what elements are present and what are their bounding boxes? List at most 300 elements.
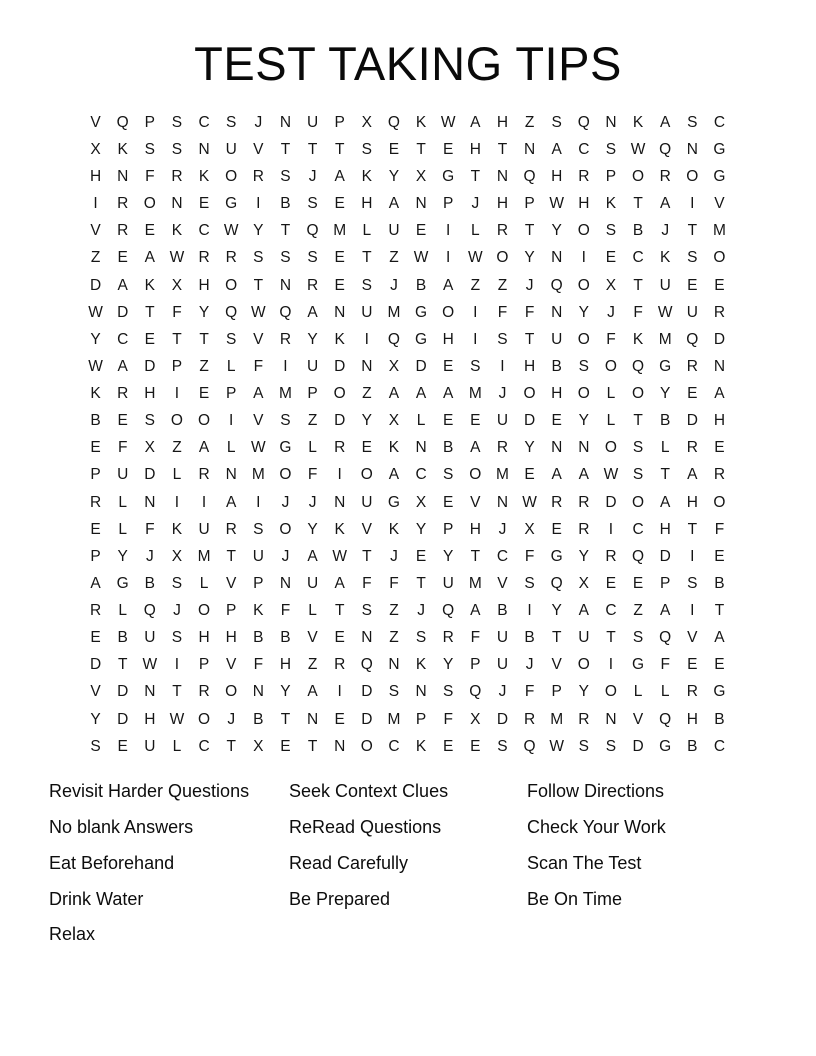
grid-letter-r3-c16: N bbox=[496, 168, 509, 186]
grid-letter-r3-c15: T bbox=[470, 168, 481, 186]
grid-letter-r8-c2: D bbox=[117, 303, 129, 321]
grid-letter-r11-c20: L bbox=[606, 385, 616, 403]
grid-letter-r18-c24: B bbox=[714, 574, 725, 592]
grid-letter-r16-c22: H bbox=[659, 520, 671, 538]
grid-letter-r15-c10: N bbox=[334, 493, 346, 511]
grid-letter-r10-c22: G bbox=[659, 357, 672, 375]
grid-letter-r18-c10: A bbox=[334, 574, 345, 592]
grid-letter-r20-c7: B bbox=[253, 629, 264, 647]
grid-letter-r10-c13: D bbox=[415, 357, 427, 375]
grid-letter-r1-c18: S bbox=[551, 113, 562, 131]
grid-letter-r16-c15: H bbox=[469, 520, 481, 538]
grid-letter-r4-c8: B bbox=[280, 195, 291, 213]
grid-letter-r24-c13: K bbox=[415, 737, 427, 755]
grid-letter-r11-c24: A bbox=[714, 385, 725, 403]
grid-letter-r23-c22: Q bbox=[659, 710, 672, 728]
grid-letter-r12-c12: X bbox=[388, 412, 400, 430]
grid-letter-r10-c16: I bbox=[500, 357, 505, 375]
grid-letter-r11-c8: M bbox=[278, 385, 292, 403]
grid-letter-r6-c10: E bbox=[334, 249, 345, 267]
grid-letter-r9-c10: K bbox=[334, 330, 345, 348]
grid-letter-r14-c7: M bbox=[251, 466, 265, 484]
grid-letter-r5-c3: E bbox=[144, 222, 155, 240]
grid-letter-r20-c11: N bbox=[361, 629, 373, 647]
grid-letter-r2-c5: N bbox=[198, 140, 210, 158]
grid-letter-r17-c3: J bbox=[145, 547, 154, 565]
grid-letter-r6-c23: S bbox=[687, 249, 698, 267]
grid-letter-r7-c12: J bbox=[390, 276, 398, 294]
grid-letter-r3-c10: A bbox=[334, 168, 345, 186]
grid-letter-r20-c6: H bbox=[225, 629, 237, 647]
grid-letter-r21-c24: E bbox=[714, 656, 725, 674]
grid-letter-r20-c24: A bbox=[714, 629, 725, 647]
grid-letter-r17-c24: E bbox=[714, 547, 725, 565]
grid-letter-r17-c23: I bbox=[690, 547, 695, 565]
grid-letter-r22-c19: Y bbox=[578, 683, 589, 701]
grid-letter-r18-c19: X bbox=[578, 574, 589, 592]
grid-letter-r7-c10: E bbox=[334, 276, 345, 294]
grid-letter-r16-c10: K bbox=[334, 520, 345, 538]
grid-letter-r4-c15: J bbox=[471, 195, 480, 213]
grid-letter-r14-c22: T bbox=[660, 466, 670, 484]
grid-letter-r9-c15: I bbox=[473, 330, 478, 348]
grid-letter-r24-c10: N bbox=[334, 737, 346, 755]
grid-letter-r5-c15: L bbox=[471, 222, 480, 240]
grid-letter-r6-c5: R bbox=[198, 249, 210, 267]
grid-letter-r2-c7: V bbox=[253, 140, 264, 158]
grid-letter-r21-c4: I bbox=[174, 656, 180, 674]
grid-letter-r11-c7: A bbox=[253, 385, 264, 403]
grid-letter-r12-c13: L bbox=[416, 412, 426, 430]
grid-letter-r17-c21: Q bbox=[632, 547, 645, 565]
grid-letter-r24-c6: T bbox=[226, 737, 236, 755]
grid-letter-r2-c10: T bbox=[334, 140, 345, 158]
grid-letter-r5-c2: R bbox=[117, 222, 129, 240]
grid-letter-r3-c21: O bbox=[632, 168, 645, 186]
grid-letter-r13-c11: E bbox=[361, 439, 372, 457]
grid-letter-r20-c17: B bbox=[524, 629, 535, 647]
grid-letter-r8-c11: U bbox=[361, 303, 373, 321]
grid-letter-r14-c10: I bbox=[337, 466, 342, 484]
grid-letter-r11-c19: O bbox=[577, 385, 590, 403]
grid-letter-r21-c21: G bbox=[632, 656, 645, 674]
grid-letter-r6-c20: E bbox=[605, 249, 617, 267]
grid-letter-r17-c15: T bbox=[470, 547, 481, 565]
grid-letter-r23-c4: W bbox=[169, 710, 185, 728]
grid-letter-r23-c20: N bbox=[605, 710, 617, 728]
grid-letter-r18-c7: P bbox=[253, 574, 264, 592]
grid-letter-r1-c12: Q bbox=[387, 113, 400, 131]
grid-letter-r23-c8: T bbox=[280, 710, 291, 728]
grid-letter-r5-c8: T bbox=[280, 222, 291, 240]
grid-letter-r1-c19: Q bbox=[577, 113, 590, 131]
grid-letter-r4-c12: A bbox=[388, 195, 400, 213]
word-list-item: Be Prepared bbox=[289, 888, 391, 909]
grid-letter-r24-c9: T bbox=[307, 737, 318, 755]
grid-letter-r8-c13: G bbox=[415, 303, 428, 321]
word-list-item: Drink Water bbox=[49, 888, 144, 909]
grid-letter-r12-c5: O bbox=[198, 412, 211, 430]
grid-letter-r16-c14: P bbox=[443, 520, 454, 538]
grid-letter-r13-c18: N bbox=[551, 439, 563, 457]
grid-letter-r3-c1: H bbox=[89, 168, 102, 186]
grid-letter-r7-c20: X bbox=[605, 276, 617, 294]
grid-letter-r8-c17: F bbox=[524, 303, 535, 321]
grid-letter-r1-c11: X bbox=[361, 113, 372, 131]
grid-letter-r8-c14: O bbox=[442, 303, 455, 321]
grid-letter-r24-c3: U bbox=[144, 737, 156, 755]
grid-letter-r16-c9: Y bbox=[307, 520, 318, 538]
grid-letter-r20-c3: U bbox=[144, 629, 156, 647]
grid-letter-r19-c24: T bbox=[714, 602, 725, 620]
grid-letter-r11-c23: E bbox=[687, 385, 698, 403]
word-list-item: Follow Directions bbox=[527, 781, 665, 802]
grid-letter-r20-c14: R bbox=[442, 629, 454, 647]
grid-letter-r16-c17: X bbox=[524, 520, 535, 538]
grid-letter-r6-c17: Y bbox=[524, 249, 535, 267]
grid-letter-r20-c4: S bbox=[171, 629, 183, 647]
grid-letter-r19-c13: J bbox=[417, 602, 425, 620]
grid-letter-r19-c20: C bbox=[605, 602, 617, 620]
grid-letter-r4-c21: T bbox=[633, 195, 643, 213]
grid-letter-r19-c1: R bbox=[89, 602, 102, 620]
grid-letter-r10-c9: U bbox=[306, 357, 319, 375]
grid-letter-r9-c22: M bbox=[658, 330, 672, 348]
word-list-item: Revisit Harder Questions bbox=[49, 781, 250, 802]
grid-letter-r9-c5: T bbox=[199, 330, 209, 348]
grid-letter-r5-c7: Y bbox=[253, 222, 264, 240]
grid-letter-r23-c24: B bbox=[714, 710, 725, 728]
grid-letter-r22-c14: S bbox=[443, 683, 454, 701]
grid-letter-r13-c23: R bbox=[686, 439, 698, 457]
page-title: TEST TAKING TIPS bbox=[194, 37, 622, 90]
grid-letter-r15-c13: X bbox=[415, 493, 427, 511]
grid-letter-r2-c19: C bbox=[578, 140, 590, 158]
grid-letter-r5-c9: Q bbox=[306, 222, 319, 240]
grid-letter-r22-c20: O bbox=[604, 683, 617, 701]
grid-letter-r9-c6: S bbox=[226, 330, 237, 348]
grid-letter-r22-c7: N bbox=[252, 683, 264, 701]
grid-letter-r6-c16: O bbox=[496, 249, 509, 267]
grid-letter-r23-c5: O bbox=[198, 710, 211, 728]
grid-letter-r19-c21: Z bbox=[633, 602, 643, 620]
grid-letter-r5-c22: J bbox=[661, 222, 670, 240]
grid-letter-r3-c7: R bbox=[252, 168, 264, 186]
grid-letter-r22-c12: S bbox=[388, 683, 400, 701]
grid-letter-r7-c24: E bbox=[714, 276, 725, 294]
grid-letter-r21-c3: W bbox=[142, 656, 158, 674]
grid-letter-r24-c2: E bbox=[117, 737, 128, 755]
word-search-grid bbox=[82, 109, 733, 760]
grid-letter-r13-c1: E bbox=[90, 439, 101, 457]
grid-letter-r15-c9: J bbox=[308, 493, 317, 511]
grid-letter-r14-c3: D bbox=[144, 466, 156, 484]
grid-letter-r24-c19: S bbox=[578, 737, 589, 755]
grid-letter-r24-c15: E bbox=[470, 737, 481, 755]
word-list-item: Relax bbox=[49, 924, 96, 945]
grid-letter-r12-c1: B bbox=[90, 412, 101, 430]
grid-letter-r7-c1: D bbox=[89, 276, 102, 294]
grid-letter-r23-c21: V bbox=[632, 710, 644, 728]
grid-letter-r18-c9: U bbox=[306, 574, 319, 592]
grid-letter-r13-c10: R bbox=[334, 439, 346, 457]
grid-letter-r13-c12: K bbox=[388, 439, 400, 457]
grid-letter-r1-c6: S bbox=[226, 113, 237, 131]
grid-letter-r3-c8: S bbox=[280, 168, 291, 186]
grid-letter-r21-c2: T bbox=[117, 656, 128, 674]
grid-letter-r1-c15: A bbox=[470, 113, 481, 131]
grid-letter-r19-c11: S bbox=[361, 602, 372, 620]
grid-letter-r17-c11: T bbox=[362, 547, 372, 565]
word-list-item: Scan The Test bbox=[527, 852, 642, 873]
grid-letter-r12-c3: S bbox=[144, 412, 155, 430]
grid-letter-r18-c18: Q bbox=[550, 574, 563, 592]
grid-letter-r15-c5: I bbox=[201, 493, 207, 511]
grid-letter-r12-c23: D bbox=[686, 412, 698, 430]
grid-letter-r3-c3: F bbox=[145, 168, 155, 186]
grid-letter-r11-c5: E bbox=[198, 385, 210, 403]
grid-letter-r15-c24: O bbox=[713, 493, 726, 511]
grid-letter-r20-c23: V bbox=[687, 629, 698, 647]
grid-letter-r4-c22: A bbox=[660, 195, 671, 213]
grid-letter-r13-c9: L bbox=[308, 439, 317, 457]
grid-letter-r1-c4: S bbox=[171, 113, 183, 131]
grid-letter-r8-c3: T bbox=[145, 303, 155, 321]
grid-letter-r6-c19: I bbox=[581, 249, 586, 267]
grid-letter-r21-c18: V bbox=[551, 656, 562, 674]
grid-letter-r14-c9: F bbox=[307, 466, 318, 484]
grid-letter-r10-c18: B bbox=[551, 357, 562, 375]
grid-letter-r17-c5: M bbox=[197, 547, 211, 565]
grid-letter-r13-c17: Y bbox=[524, 439, 535, 457]
grid-letter-r15-c23: H bbox=[686, 493, 698, 511]
grid-letter-r15-c21: O bbox=[632, 493, 645, 511]
grid-letter-r1-c24: C bbox=[713, 113, 726, 131]
grid-letter-r18-c15: M bbox=[468, 574, 482, 592]
grid-letter-r23-c2: D bbox=[117, 710, 129, 728]
grid-letter-r6-c15: W bbox=[467, 249, 483, 267]
grid-letter-r2-c20: S bbox=[605, 140, 617, 158]
grid-letter-r4-c24: V bbox=[714, 195, 725, 213]
grid-letter-r3-c5: K bbox=[198, 168, 210, 186]
grid-letter-r2-c13: T bbox=[416, 140, 426, 158]
grid-letter-r8-c10: N bbox=[334, 303, 346, 321]
word-list-column-1 bbox=[49, 774, 249, 953]
grid-letter-r9-c8: R bbox=[279, 330, 292, 348]
grid-letter-r17-c1: P bbox=[90, 547, 101, 565]
grid-letter-r5-c23: T bbox=[687, 222, 698, 240]
grid-letter-r11-c11: Z bbox=[362, 385, 372, 403]
grid-letter-r20-c9: V bbox=[307, 629, 318, 647]
grid-letter-r19-c18: Y bbox=[551, 602, 562, 620]
grid-letter-r10-c4: P bbox=[171, 357, 183, 375]
grid-letter-r14-c5: R bbox=[198, 466, 210, 484]
grid-letter-r11-c16: J bbox=[498, 385, 507, 403]
grid-letter-r22-c3: N bbox=[144, 683, 156, 701]
grid-letter-r21-c16: U bbox=[496, 656, 509, 674]
grid-letter-r15-c15: V bbox=[470, 493, 481, 511]
grid-letter-r10-c19: S bbox=[578, 357, 589, 375]
grid-letter-r11-c22: Y bbox=[660, 385, 671, 403]
grid-letter-r1-c23: S bbox=[687, 113, 698, 131]
grid-letter-r7-c2: A bbox=[117, 276, 128, 294]
grid-letter-r11-c6: P bbox=[226, 385, 237, 403]
grid-letter-r7-c16: Z bbox=[497, 276, 508, 294]
grid-letter-r21-c9: Z bbox=[307, 656, 318, 674]
grid-letter-r2-c8: T bbox=[280, 140, 291, 158]
grid-letter-r16-c18: E bbox=[551, 520, 562, 538]
grid-letter-r16-c24: F bbox=[714, 520, 725, 538]
grid-letter-r14-c15: O bbox=[469, 466, 482, 484]
grid-letter-r7-c15: Z bbox=[470, 276, 481, 294]
grid-letter-r15-c2: L bbox=[118, 493, 127, 511]
grid-letter-r11-c13: A bbox=[415, 385, 427, 403]
grid-letter-r24-c5: C bbox=[198, 737, 210, 755]
grid-letter-r14-c23: A bbox=[687, 466, 698, 484]
grid-letter-r15-c3: N bbox=[144, 493, 156, 511]
grid-letter-r16-c4: K bbox=[171, 520, 183, 538]
grid-letter-r8-c19: Y bbox=[578, 303, 589, 321]
grid-letter-r15-c8: J bbox=[281, 493, 290, 511]
grid-letter-r1-c9: U bbox=[306, 113, 319, 131]
grid-letter-r2-c6: U bbox=[225, 140, 237, 158]
grid-letter-r4-c10: E bbox=[334, 195, 345, 213]
grid-letter-r1-c5: C bbox=[198, 113, 210, 131]
grid-letter-r2-c16: T bbox=[497, 140, 508, 158]
grid-letter-r24-c4: L bbox=[172, 737, 182, 755]
grid-letter-r6-c9: S bbox=[307, 249, 318, 267]
grid-letter-r18-c1: A bbox=[90, 574, 101, 592]
grid-letter-r2-c24: G bbox=[713, 140, 726, 158]
grid-letter-r1-c1: V bbox=[90, 113, 101, 131]
grid-letter-r15-c17: W bbox=[522, 493, 537, 511]
grid-letter-r4-c11: H bbox=[361, 195, 373, 213]
grid-letter-r13-c4: Z bbox=[172, 439, 182, 457]
grid-letter-r24-c17: Q bbox=[523, 737, 536, 755]
grid-letter-r16-c13: Y bbox=[415, 520, 427, 538]
grid-letter-r23-c23: H bbox=[686, 710, 698, 728]
grid-letter-r19-c14: Q bbox=[442, 602, 455, 620]
grid-letter-r19-c19: A bbox=[578, 602, 589, 620]
grid-letter-r17-c19: Y bbox=[578, 547, 589, 565]
grid-letter-r15-c11: U bbox=[361, 493, 373, 511]
grid-letter-r19-c9: L bbox=[308, 602, 317, 620]
grid-letter-r2-c11: S bbox=[361, 140, 372, 158]
grid-letter-r10-c5: Z bbox=[199, 357, 209, 375]
grid-letter-r10-c23: R bbox=[686, 357, 698, 375]
grid-letter-r6-c3: A bbox=[144, 249, 155, 267]
grid-letter-r7-c23: E bbox=[687, 276, 698, 294]
grid-letter-r19-c23: I bbox=[690, 602, 695, 620]
grid-letter-r20-c16: U bbox=[496, 629, 509, 647]
grid-letter-r24-c20: S bbox=[605, 737, 617, 755]
grid-letter-r14-c21: S bbox=[632, 466, 644, 484]
grid-letter-r4-c5: E bbox=[198, 195, 210, 213]
grid-letter-r5-c19: O bbox=[577, 222, 590, 240]
grid-letter-r8-c24: R bbox=[713, 303, 726, 321]
grid-letter-r24-c12: C bbox=[388, 737, 400, 755]
grid-letter-r12-c16: U bbox=[496, 412, 509, 430]
grid-letter-r18-c23: S bbox=[687, 574, 698, 592]
grid-letter-r15-c18: R bbox=[551, 493, 563, 511]
word-list-item: No blank Answers bbox=[49, 817, 194, 838]
grid-letter-r17-c13: E bbox=[415, 547, 427, 565]
grid-letter-r13-c3: X bbox=[144, 439, 155, 457]
grid-letter-r13-c22: L bbox=[660, 439, 670, 457]
grid-letter-r8-c6: Q bbox=[225, 303, 238, 321]
grid-letter-r3-c19: R bbox=[578, 168, 590, 186]
grid-letter-r8-c4: F bbox=[172, 303, 182, 321]
grid-letter-r4-c23: I bbox=[690, 195, 695, 213]
grid-letter-r6-c21: C bbox=[632, 249, 644, 267]
grid-letter-r14-c19: A bbox=[578, 466, 589, 484]
grid-letter-r12-c11: Y bbox=[361, 412, 372, 430]
grid-letter-r5-c14: I bbox=[446, 222, 451, 240]
grid-letter-r20-c15: F bbox=[470, 629, 481, 647]
grid-letter-r12-c24: H bbox=[713, 412, 726, 430]
grid-letter-r19-c7: K bbox=[253, 602, 264, 620]
grid-letter-r18-c8: N bbox=[279, 574, 292, 592]
grid-letter-r18-c20: E bbox=[605, 574, 617, 592]
grid-letter-r23-c11: D bbox=[361, 710, 373, 728]
grid-letter-r1-c3: P bbox=[144, 113, 155, 131]
grid-letter-r5-c10: M bbox=[333, 222, 347, 240]
grid-letter-r12-c2: E bbox=[117, 412, 128, 430]
grid-letter-r12-c7: V bbox=[253, 412, 264, 430]
grid-letter-r18-c16: V bbox=[497, 574, 508, 592]
grid-letter-r2-c23: N bbox=[686, 140, 698, 158]
grid-letter-r22-c24: G bbox=[713, 683, 726, 701]
grid-letter-r18-c17: S bbox=[524, 574, 535, 592]
grid-letter-r24-c21: D bbox=[632, 737, 644, 755]
grid-letter-r24-c8: E bbox=[280, 737, 291, 755]
grid-letter-r11-c12: A bbox=[388, 385, 400, 403]
grid-letter-r22-c23: R bbox=[686, 683, 698, 701]
grid-letter-r20-c13: S bbox=[415, 629, 427, 647]
grid-letter-r12-c19: Y bbox=[578, 412, 589, 430]
grid-letter-r21-c11: Q bbox=[360, 656, 373, 674]
grid-letter-r10-c8: I bbox=[283, 357, 288, 375]
grid-letter-r17-c8: J bbox=[281, 547, 290, 565]
word-list-column-3 bbox=[527, 774, 666, 917]
grid-letter-r24-c1: S bbox=[90, 737, 101, 755]
grid-letter-r12-c21: T bbox=[633, 412, 643, 430]
grid-letter-r13-c7: W bbox=[250, 439, 266, 457]
grid-letter-r6-c2: E bbox=[117, 249, 128, 267]
grid-letter-r21-c8: H bbox=[279, 656, 292, 674]
grid-letter-r14-c12: A bbox=[388, 466, 400, 484]
grid-letter-r14-c16: M bbox=[495, 466, 509, 484]
grid-letter-r4-c19: H bbox=[578, 195, 590, 213]
grid-letter-r17-c2: Y bbox=[117, 547, 128, 565]
grid-letter-r5-c5: C bbox=[198, 222, 210, 240]
grid-letter-r4-c17: P bbox=[524, 195, 535, 213]
grid-letter-r23-c10: E bbox=[334, 710, 345, 728]
grid-letter-r16-c7: S bbox=[253, 520, 264, 538]
grid-letter-r19-c3: Q bbox=[143, 602, 156, 620]
grid-letter-r22-c18: P bbox=[551, 683, 562, 701]
grid-letter-r17-c6: T bbox=[226, 547, 236, 565]
grid-letter-r2-c18: A bbox=[551, 140, 562, 158]
grid-letter-r12-c15: E bbox=[470, 412, 481, 430]
grid-letter-r18-c22: P bbox=[660, 574, 671, 592]
grid-letter-r2-c4: S bbox=[171, 140, 183, 158]
grid-letter-r22-c15: Q bbox=[469, 683, 482, 701]
grid-letter-r11-c9: P bbox=[307, 385, 318, 403]
grid-letter-r21-c15: P bbox=[470, 656, 481, 674]
grid-letter-r2-c1: X bbox=[90, 140, 101, 158]
grid-letter-r13-c16: R bbox=[496, 439, 509, 457]
